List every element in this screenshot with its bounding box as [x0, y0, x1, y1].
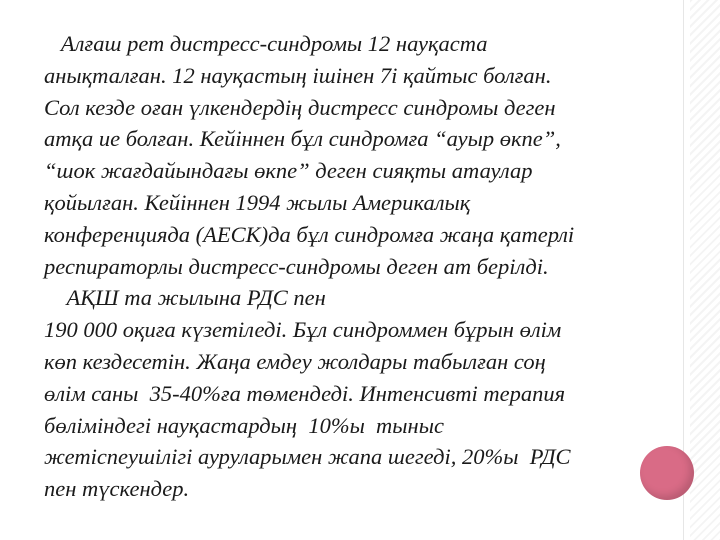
text-line: Алғаш рет дистресс-синдромы 12 науқаста	[44, 31, 488, 56]
text-line: өлім саны 35-40%ға төмендеді. Интенсивті терапия	[44, 380, 566, 406]
text-line: анықталған. 12 науқастың ішінен 7і қайтыс болған.	[44, 62, 552, 88]
slide-body-text	[44, 28, 694, 505]
slide-decorative-band	[690, 0, 720, 540]
text-line: қойылған. Кейіннен 1994 жылы Америкалық	[44, 189, 471, 215]
text-line: пен түскендер.	[44, 476, 190, 502]
text-line: жетіспеушілігі ауруларымен жапа шегеді, 20%ы РДС	[44, 444, 571, 470]
text-line: конференцияда (АЕСК)да бұл синдромға жаңа қатерлі	[44, 221, 575, 247]
text-line: “шок жағдайындағы өкпе” деген сияқты атаулар	[44, 158, 533, 184]
text-line: көп кездесетін. Жаңа емдеу жолдары табылған соң	[44, 348, 546, 374]
text-line: бөліміндегі науқастардың 10%ы тыныс	[44, 412, 444, 438]
text-line: 190 000 оқиға күзетіледі. Бұл синдроммен бұрын өлім	[44, 317, 562, 343]
text-line: респираторлы дистресс-синдромы деген ат берілді.	[44, 253, 549, 279]
text-line: Сол кезде оған үлкендердің дистресс синдромы деген	[44, 94, 556, 120]
text-line: атқа ие болған. Кейіннен бұл синдромға “ауыр өкпе”,	[44, 126, 561, 152]
text-line: АҚШ та жылына РДС пен	[44, 285, 326, 311]
